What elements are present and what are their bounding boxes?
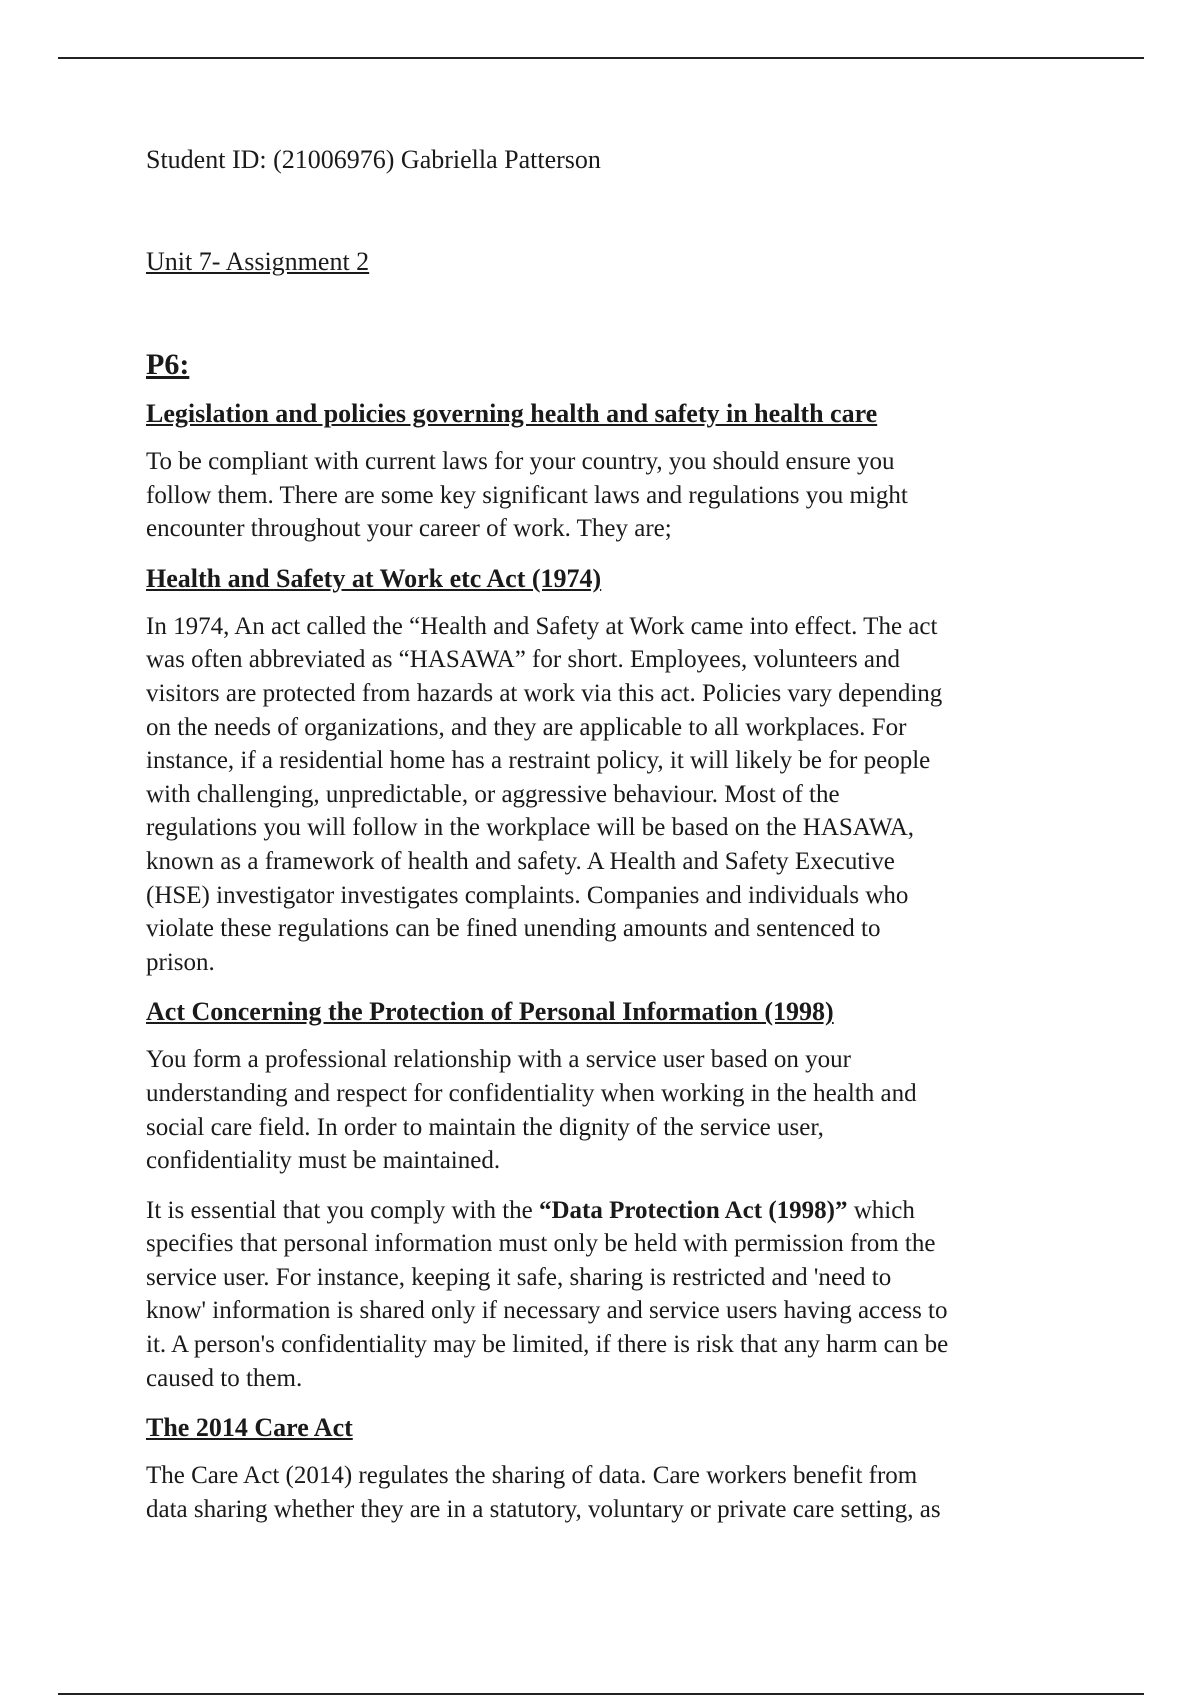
top-rule	[58, 57, 1144, 59]
paragraph-line: visitors are protected from hazards at work via this act. Policies vary depending	[146, 679, 943, 707]
text-run: It is essential that you comply with the	[146, 1196, 539, 1224]
paragraph-line: data sharing whether they are in a statutory, voluntary or private care setting, as	[146, 1495, 941, 1523]
paragraph-line: follow them. There are some key significant laws and regulations you might	[146, 481, 908, 509]
paragraph-line: In 1974, An act called the “Health and Safety at Work came into effect. The act	[146, 612, 938, 640]
paragraph-line: understanding and respect for confidentiality when working in the health and	[146, 1079, 917, 1107]
paragraph-line: violate these regulations can be fined unending amounts and sentenced to	[146, 915, 881, 943]
heading-care-act: The 2014 Care Act	[146, 1413, 353, 1443]
paragraph-line: To be compliant with current laws for your country, you should ensure you	[146, 448, 895, 475]
paragraph-line: on the needs of organizations, and they are applicable to all workplaces. For	[146, 713, 907, 741]
body-text	[146, 397, 1076, 1542]
bottom-rule	[58, 1693, 1144, 1695]
paragraph-line: social care field. In order to maintain the dignity of the service user,	[146, 1113, 824, 1141]
paragraph-line: instance, if a residential home has a restraint policy, it will likely be for people	[146, 747, 931, 775]
paragraph-line: service user. For instance, keeping it safe, sharing is restricted and 'need to	[146, 1263, 892, 1291]
paragraph-line: The Care Act (2014) regulates the sharing of data. Care workers benefit from	[146, 1462, 918, 1490]
paragraph-line: known as a framework of health and safety. A Health and Safety Executive	[146, 847, 895, 875]
paragraph-line: You form a professional relationship with a service user based on your	[146, 1046, 851, 1074]
paragraph-line: with challenging, unpredictable, or aggressive behaviour. Most of the	[146, 780, 840, 808]
paragraph-line: caused to them.	[146, 1364, 303, 1392]
paragraph-compliance	[146, 445, 1076, 546]
text-run: which	[847, 1196, 915, 1224]
unit-title: Unit 7- Assignment 2	[146, 247, 370, 276]
paragraph-confidentiality	[146, 1043, 1076, 1177]
student-id: Student ID: (21006976) Gabriella Patterson	[146, 145, 601, 174]
section-code: P6:	[146, 348, 190, 381]
paragraph-line: it. A person's confidentiality may be limited, if there is risk that any harm can be	[146, 1331, 949, 1359]
paragraph-line: prison.	[146, 948, 215, 976]
heading-hasawa: Health and Safety at Work etc Act (1974)	[146, 563, 602, 593]
paragraph-line: know' information is shared only if necessary and service users having access to	[146, 1297, 948, 1325]
paragraph-line: was often abbreviated as “HASAWA” for short. Employees, volunteers and	[146, 646, 901, 674]
act-name-bold: “Data Protection Act (1998)”	[539, 1196, 848, 1224]
paragraph-line: confidentiality must be maintained.	[146, 1147, 501, 1175]
paragraph-line: encounter throughout your career of work. They are;	[146, 515, 672, 543]
paragraph-line: specifies that personal information must only be held with permission from the	[146, 1230, 936, 1258]
heading-legislation: Legislation and policies governing health and safety in health care	[146, 399, 878, 428]
paragraph-line: (HSE) investigator investigates complaints. Companies and individuals who	[146, 881, 909, 909]
heading-data-protection: Act Concerning the Protection of Personal Information (1998)	[146, 997, 834, 1027]
paragraph-hasawa	[146, 610, 1076, 980]
paragraph-care-act	[146, 1459, 1076, 1526]
paragraph-data-protection-act	[146, 1194, 1076, 1396]
paragraph-line: regulations you will follow in the workplace will be based on the HASAWA,	[146, 814, 914, 842]
paragraph-line	[146, 1194, 1076, 1228]
